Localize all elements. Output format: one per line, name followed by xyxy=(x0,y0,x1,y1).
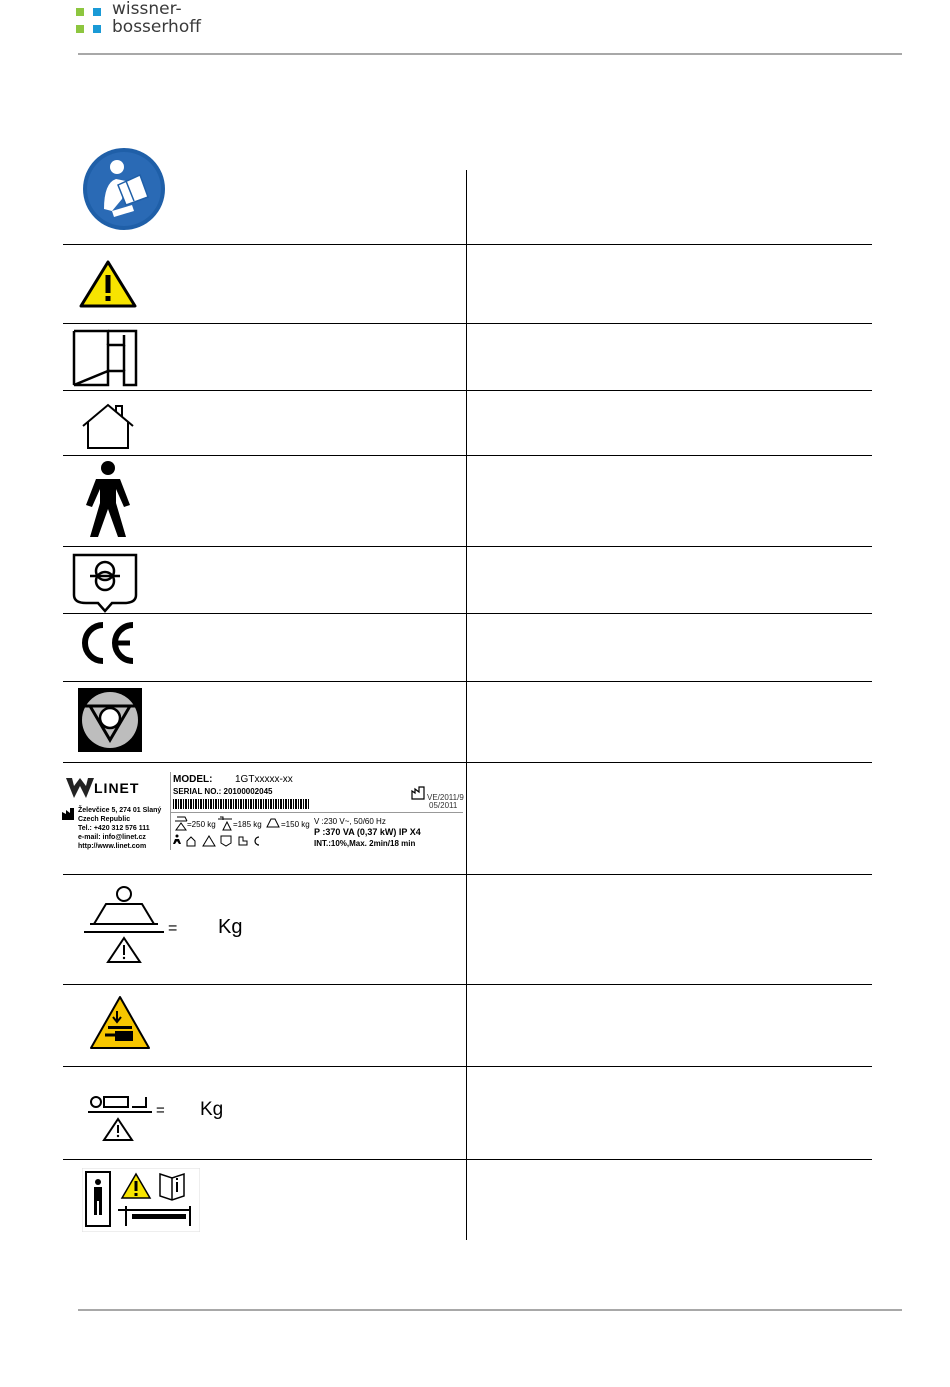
description-cell xyxy=(480,1165,860,1235)
model-label: MODEL: xyxy=(173,774,213,785)
description-cell xyxy=(480,396,860,451)
row-divider xyxy=(63,1159,872,1160)
description-cell xyxy=(480,880,860,980)
patient-weight-symbol-icon xyxy=(86,1082,156,1146)
logo-line-2: bosserhoff xyxy=(112,17,201,37)
header-rule xyxy=(78,53,902,55)
load-value-1: =250 kg xyxy=(187,820,216,829)
ce-mark-icon xyxy=(78,620,136,666)
description-cell xyxy=(480,462,860,542)
tuv-mark-icon xyxy=(78,688,142,752)
description-cell xyxy=(480,1072,860,1152)
logo-square-green-2 xyxy=(76,25,84,33)
description-cell xyxy=(480,330,860,385)
model-value: 1GTxxxxx-xx xyxy=(235,774,293,785)
table-column-divider xyxy=(466,170,467,1240)
serial-number: SERIAL NO.: 20100002045 xyxy=(173,787,273,796)
address-line: http://www.linet.com xyxy=(78,843,147,850)
rating-plate-panel xyxy=(170,772,463,850)
description-cell xyxy=(480,688,860,758)
row-divider xyxy=(63,244,872,245)
description-cell xyxy=(480,990,860,1060)
brand-name: LINET xyxy=(94,780,140,796)
row-divider xyxy=(63,681,872,682)
row-divider xyxy=(63,1066,872,1067)
row-divider xyxy=(63,455,872,456)
logo-text xyxy=(112,0,201,36)
row-divider xyxy=(63,546,872,547)
power-rating: P :370 VA (0,37 kW) IP X4 xyxy=(314,827,421,837)
row-divider xyxy=(63,762,872,763)
swl-symbol-icon xyxy=(80,882,170,974)
address-line: Želevčice 5, 274 01 Slaný xyxy=(78,807,162,814)
type-b-applied-part-icon xyxy=(80,459,136,539)
row-divider xyxy=(63,874,872,875)
small-symbols-row-icon xyxy=(173,834,261,848)
footer-rule xyxy=(78,1309,902,1311)
load-value-3: =150 kg xyxy=(281,820,310,829)
description-cell xyxy=(480,255,860,315)
address-line: Czech Republic xyxy=(78,816,131,823)
logo-square-blue-2 xyxy=(93,25,101,33)
unit-label: Kg xyxy=(218,916,243,938)
logo-square-green-1 xyxy=(76,8,84,16)
date-code-1: VE/2011/9 xyxy=(427,793,464,802)
row-divider xyxy=(63,323,872,324)
date-code-2: 05/2011 xyxy=(429,801,458,810)
linet-logo-icon xyxy=(66,778,96,800)
patient-weight-small-icon xyxy=(217,815,233,831)
indoor-use-icon xyxy=(80,402,136,450)
bed-handling-warning-icon xyxy=(82,1168,200,1232)
manufacture-date-icon xyxy=(411,786,425,800)
warning-icon xyxy=(79,260,137,308)
row-divider xyxy=(63,984,872,985)
manufacturer-icon xyxy=(62,808,74,820)
person-weight-small-icon xyxy=(265,815,281,831)
safe-working-load-icon xyxy=(80,882,250,974)
equals-sign: = xyxy=(156,1102,165,1119)
address-line: Tel.: +420 312 576 111 xyxy=(78,825,150,832)
barcode xyxy=(173,799,309,809)
read-instructions-icon xyxy=(82,147,166,231)
voltage-rating: V :230 V~, 50/60 Hz xyxy=(314,817,386,826)
row-divider xyxy=(63,613,872,614)
transformer-icon xyxy=(72,553,140,613)
address-line: e-mail: info@linet.cz xyxy=(78,834,146,841)
description-cell xyxy=(480,620,860,675)
equipotential-bonding-icon xyxy=(72,327,140,389)
unit-label: Kg xyxy=(200,1099,224,1120)
description-cell xyxy=(480,770,860,870)
crush-hazard-icon xyxy=(89,995,151,1051)
description-cell xyxy=(480,175,860,235)
duty-cycle: INT.:10%,Max. 2min/18 min xyxy=(314,839,416,848)
manufacturer-address xyxy=(78,806,161,851)
max-patient-weight-icon xyxy=(86,1082,236,1152)
plate-divider xyxy=(171,812,463,813)
logo-line-1: wissner- xyxy=(112,0,182,19)
rating-plate-icon xyxy=(62,772,462,852)
equals-sign: = xyxy=(168,920,178,937)
load-value-2: =185 kg xyxy=(233,820,262,829)
logo-square-blue-1 xyxy=(93,8,101,16)
row-divider xyxy=(63,390,872,391)
description-cell xyxy=(480,552,860,607)
